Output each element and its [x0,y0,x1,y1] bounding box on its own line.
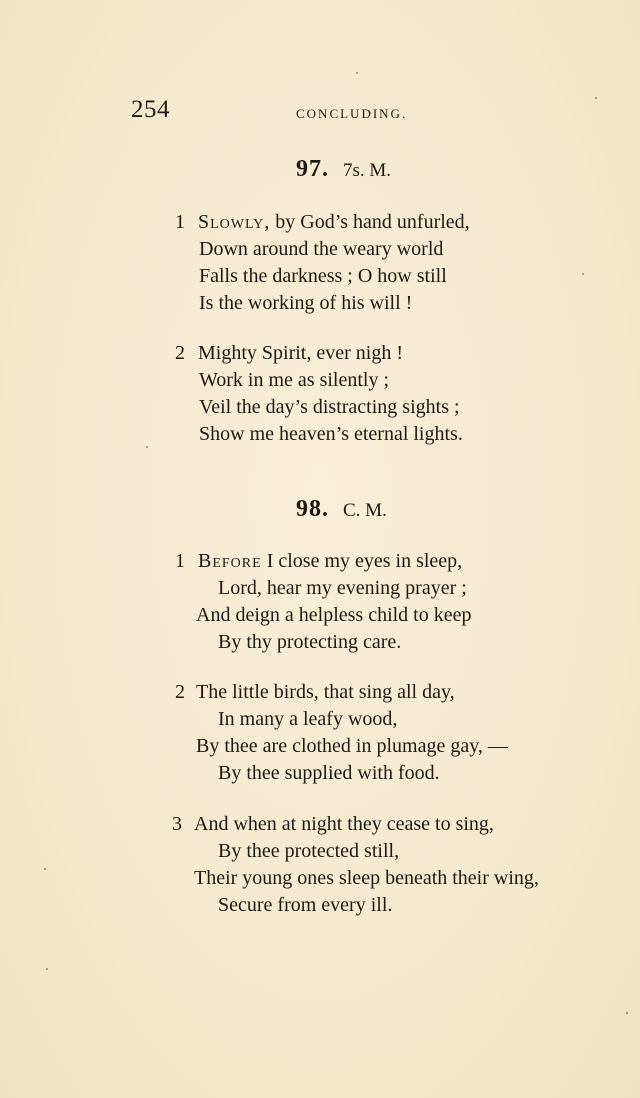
verse-line [198,212,470,232]
initial-word: Slowly, [198,211,271,233]
page-number: 254 [131,96,170,123]
paper-speck [626,1012,628,1014]
verse-number: 2 [175,342,185,364]
verse-line: Mighty Spirit, ever nigh ! [198,342,403,364]
hymn-97-heading [296,156,391,183]
verse-line: By thy protecting care. [218,631,402,653]
paper-speck [582,273,584,275]
running-head: CONCLUDING. [296,106,408,121]
verse-line: Their young ones sleep beneath their wing, [194,867,539,889]
initial-word: Before [198,550,262,572]
verse-line [198,551,462,571]
paper-speck [44,868,46,870]
paper-speck [356,72,358,74]
hymn-number: 98. [296,496,329,522]
verse-line: By thee supplied with food. [218,762,440,784]
verse-line: And deign a helpless child to keep [196,604,472,626]
verse-number: 2 [175,681,185,703]
verse-line: By thee are clothed in plumage gay, — [196,735,508,757]
verse-number: 3 [172,813,182,835]
paper-speck [595,97,597,99]
hymn-number: 97. [296,156,329,182]
verse-line: In many a leafy wood, [218,708,398,730]
verse-line: Secure from every ill. [218,894,393,916]
verse-number: 1 [175,550,185,572]
hymn-98-heading [296,496,387,523]
line-rest: by God’s hand unfurled, [270,211,470,233]
hymn-meter: 7s. M. [343,160,392,181]
verse-line: Show me heaven’s eternal lights. [199,423,463,445]
verse-line: Down around the weary world [199,238,444,260]
line-rest: I close my eyes in sleep, [261,550,463,572]
verse-line: The little birds, that sing all day, [196,681,455,703]
verse-line: Lord, hear my evening prayer ; [218,577,467,599]
paper-speck [146,446,148,448]
verse-line: Veil the day’s distracting sights ; [199,396,460,418]
verse-line: And when at night they cease to sing, [194,813,494,835]
verse-line: Is the working of his will ! [199,292,413,314]
verse-line: By thee protected still, [218,840,400,862]
paper-speck [46,968,48,970]
verse-line: Falls the darkness ; O how still [199,265,447,287]
verse-number: 1 [175,211,185,233]
verse-line: Work in me as silently ; [199,369,390,391]
hymn-meter: C. M. [343,500,387,521]
